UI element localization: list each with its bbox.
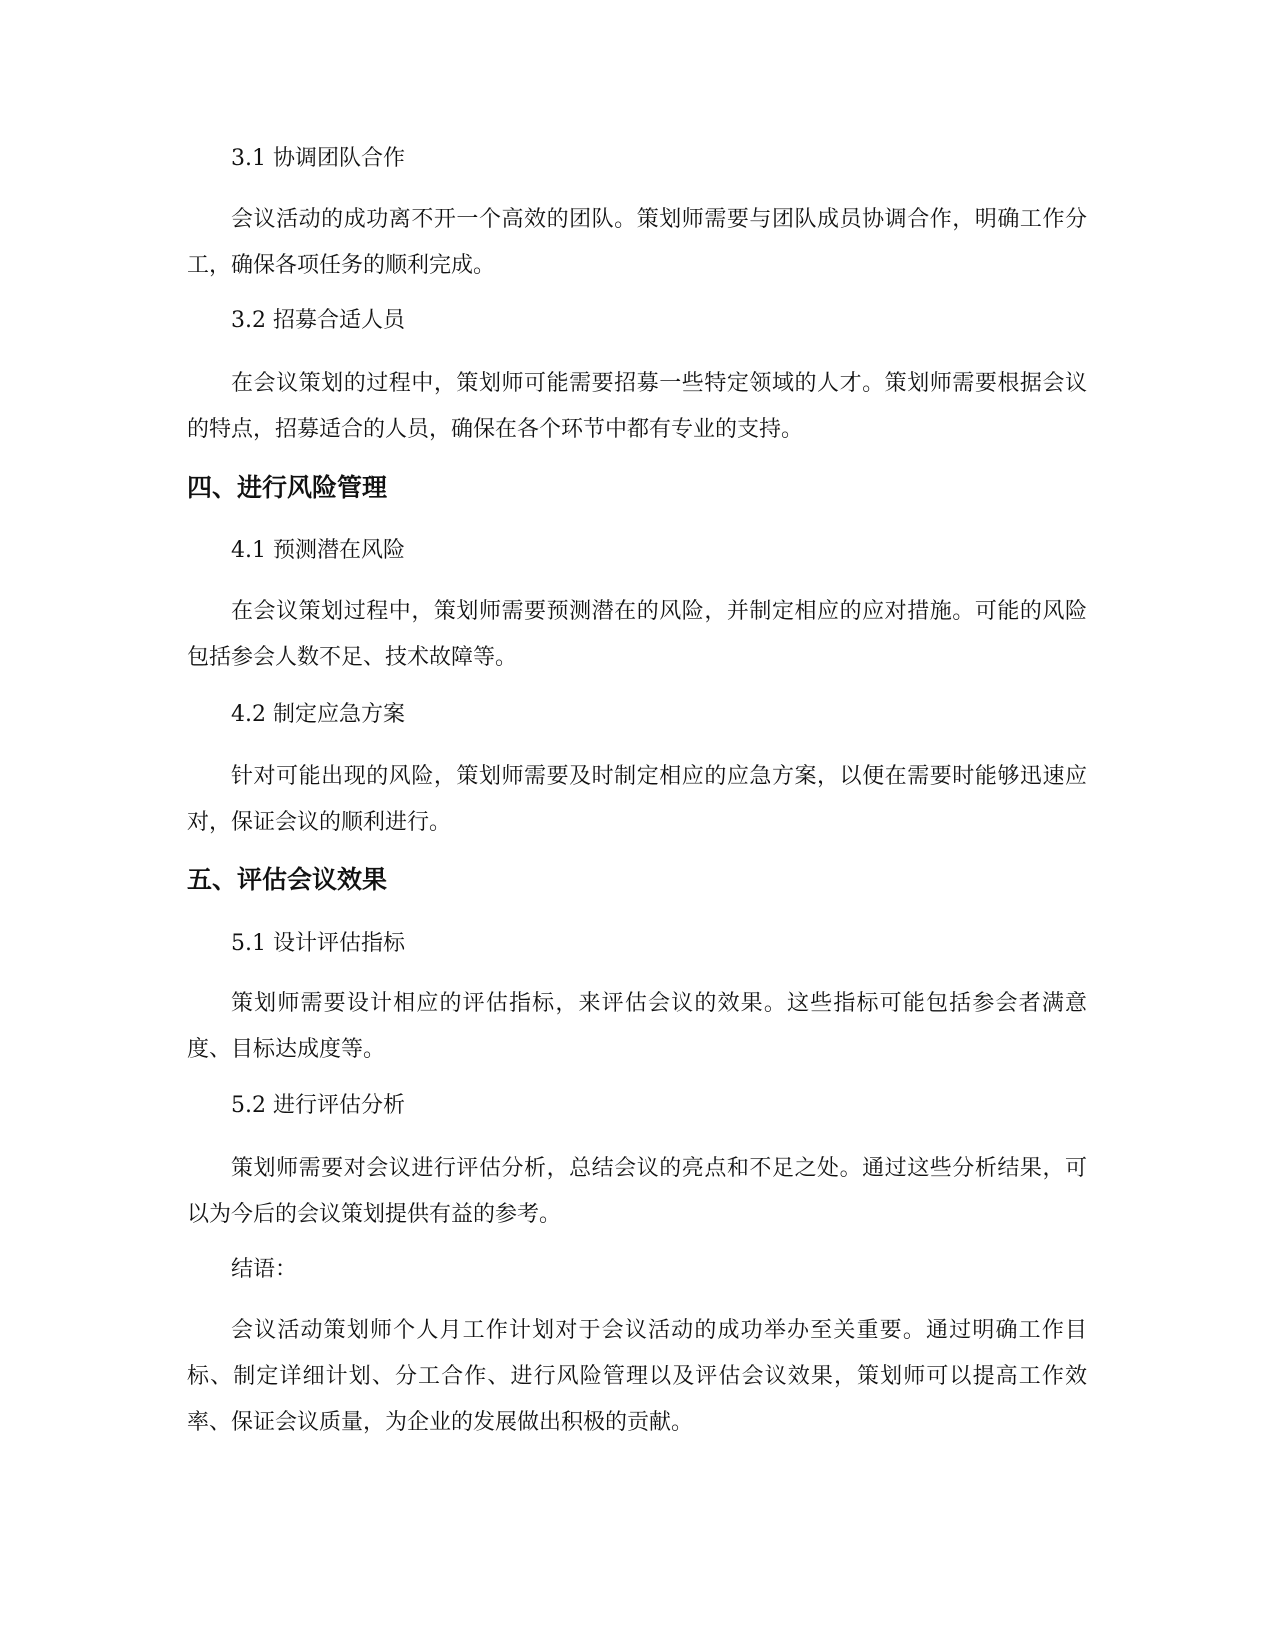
- paragraph-3-1: 会议活动的成功离不开一个高效的团队。策划师需要与团队成员协调合作，明确工作分工，确保各项任务的顺利完成。: [187, 207, 1087, 278]
- subheading-3-2: 3.2 招募合适人员: [231, 308, 405, 333]
- subheading-4-2: 4.2 制定应急方案: [231, 702, 405, 727]
- conclusion-label: 结语：: [231, 1257, 298, 1282]
- paragraph-5-2: 策划师需要对会议进行评估分析，总结会议的亮点和不足之处。通过这些分析结果，可以为今后的会议策划提供有益的参考。: [187, 1156, 1087, 1227]
- paragraph-4-2: 针对可能出现的风险，策划师需要及时制定相应的应急方案，以便在需要时能够迅速应对，保证会议的顺利进行。: [187, 764, 1087, 835]
- conclusion-paragraph: 会议活动策划师个人月工作计划对于会议活动的成功举办至关重要。通过明确工作目标、制定详细计划、分工合作、进行风险管理以及评估会议效果，策划师可以提高工作效率、保证会议质量，为企业的发展做出积极的贡献。: [187, 1318, 1087, 1435]
- subheading-5-1: 5.1 设计评估指标: [231, 931, 405, 956]
- section-heading-4: 四、进行风险管理: [187, 473, 388, 502]
- subheading-3-1: 3.1 协调团队合作: [231, 146, 405, 171]
- subheading-4-1: 4.1 预测潜在风险: [231, 538, 405, 563]
- paragraph-3-2: 在会议策划的过程中，策划师可能需要招募一些特定领域的人才。策划师需要根据会议的特点，招募适合的人员，确保在各个环节中都有专业的支持。: [187, 371, 1087, 442]
- section-heading-5: 五、评估会议效果: [187, 865, 388, 894]
- paragraph-5-1: 策划师需要设计相应的评估指标，来评估会议的效果。这些指标可能包括参会者满意度、目标达成度等。: [187, 991, 1087, 1062]
- subheading-5-2: 5.2 进行评估分析: [231, 1093, 405, 1118]
- paragraph-4-1: 在会议策划过程中，策划师需要预测潜在的风险，并制定相应的应对措施。可能的风险包括参会人数不足、技术故障等。: [187, 599, 1087, 670]
